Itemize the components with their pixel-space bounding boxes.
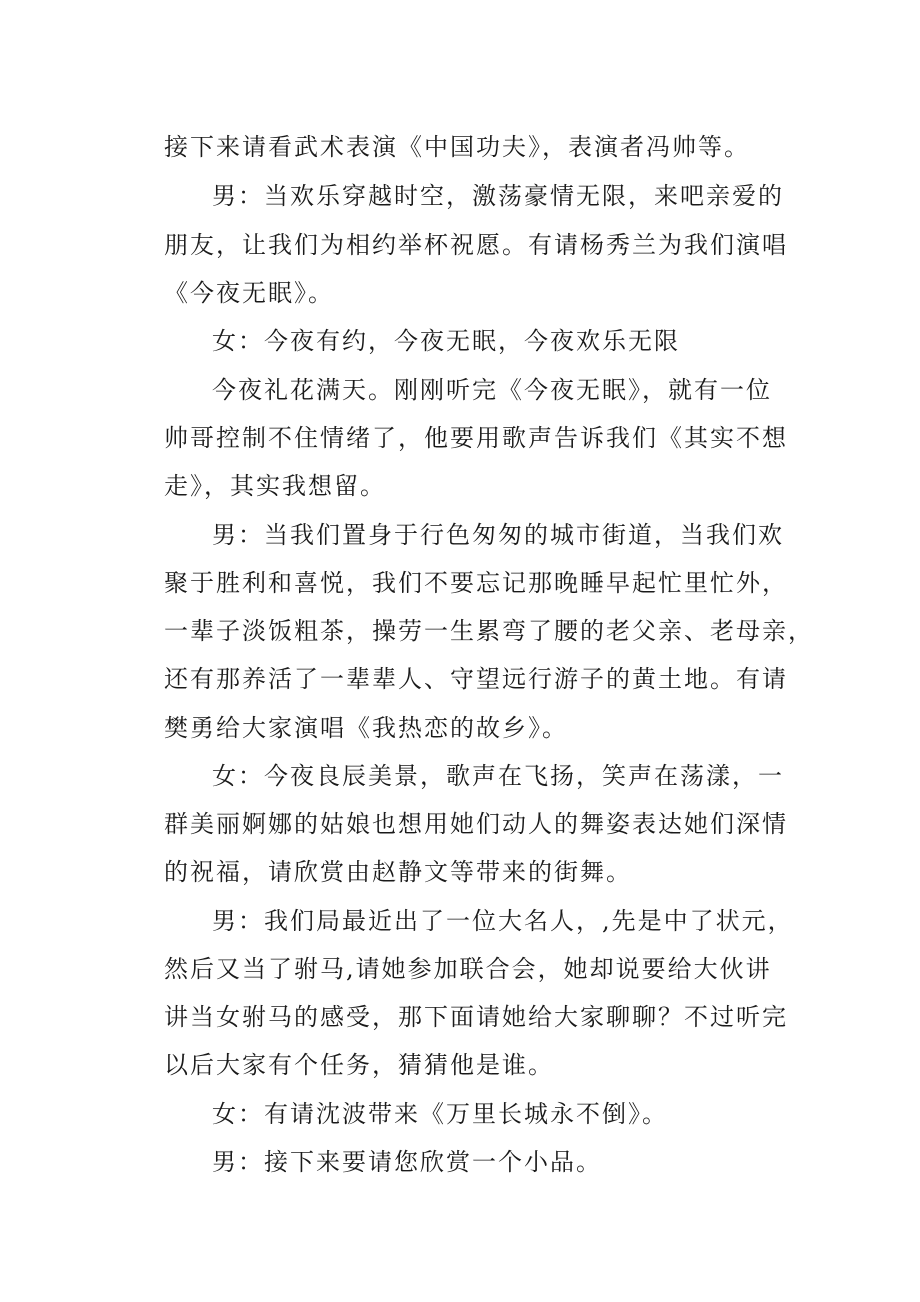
- text-line: 今夜礼花满天。刚刚听完《今夜无眠》，就有一位: [212, 376, 772, 404]
- text-line: 男：我们局最近出了一位大名人，,先是中了状元，: [212, 907, 794, 935]
- text-line: 走》，其实我想留。: [164, 472, 386, 500]
- text-line: 樊勇给大家演唱《我热恋的故乡》。: [164, 714, 568, 742]
- text-line: 群美丽婀娜的姑娘也想用她们动人的舞姿表达她们深情: [164, 810, 788, 838]
- text-line: 还有那养活了一辈辈人、守望远行游子的黄土地。有请: [164, 665, 788, 693]
- text-line: 帅哥控制不住情绪了，他要用歌声告诉我们《其实不想: [164, 424, 788, 452]
- text-line: 男：接下来要请您欣赏一个小品。: [212, 1148, 602, 1176]
- text-line: 以后大家有个任务，猜猜他是谁。: [164, 1051, 554, 1079]
- text-line: 男：当我们置身于行色匆匆的城市街道，当我们欢: [212, 521, 784, 549]
- text-line: 一辈子淡饭粗茶，操劳一生累弯了腰的老父亲、老母亲，: [164, 617, 814, 645]
- text-line: 朋友，让我们为相约举杯祝愿。有请杨秀兰为我们演唱: [164, 231, 788, 259]
- text-line: 接下来请看武术表演《中国功夫》，表演者冯帅等。: [164, 133, 750, 161]
- text-line: 女：今夜有约，今夜无眠，今夜欢乐无限: [212, 327, 680, 355]
- text-line: 讲当女驸马的感受，那下面请她给大家聊聊？不过听完: [164, 1003, 788, 1031]
- text-line: 的祝福，请欣赏由赵静文等带来的街舞。: [164, 858, 632, 886]
- text-line: 女：今夜良辰美景，歌声在飞扬，笑声在荡漾，一: [212, 762, 784, 790]
- text-line: 女：有请沈波带来《万里长城永不倒》。: [212, 1100, 668, 1128]
- text-line: 然后又当了驸马,请她参加联合会，她却说要给大伙讲: [164, 955, 772, 983]
- text-line: 男：当欢乐穿越时空，激荡豪情无限，来吧亲爱的: [212, 182, 784, 210]
- text-line: 聚于胜利和喜悦，我们不要忘记那晚睡早起忙里忙外，: [164, 569, 788, 597]
- text-line: 《今夜无眠》。: [164, 279, 334, 307]
